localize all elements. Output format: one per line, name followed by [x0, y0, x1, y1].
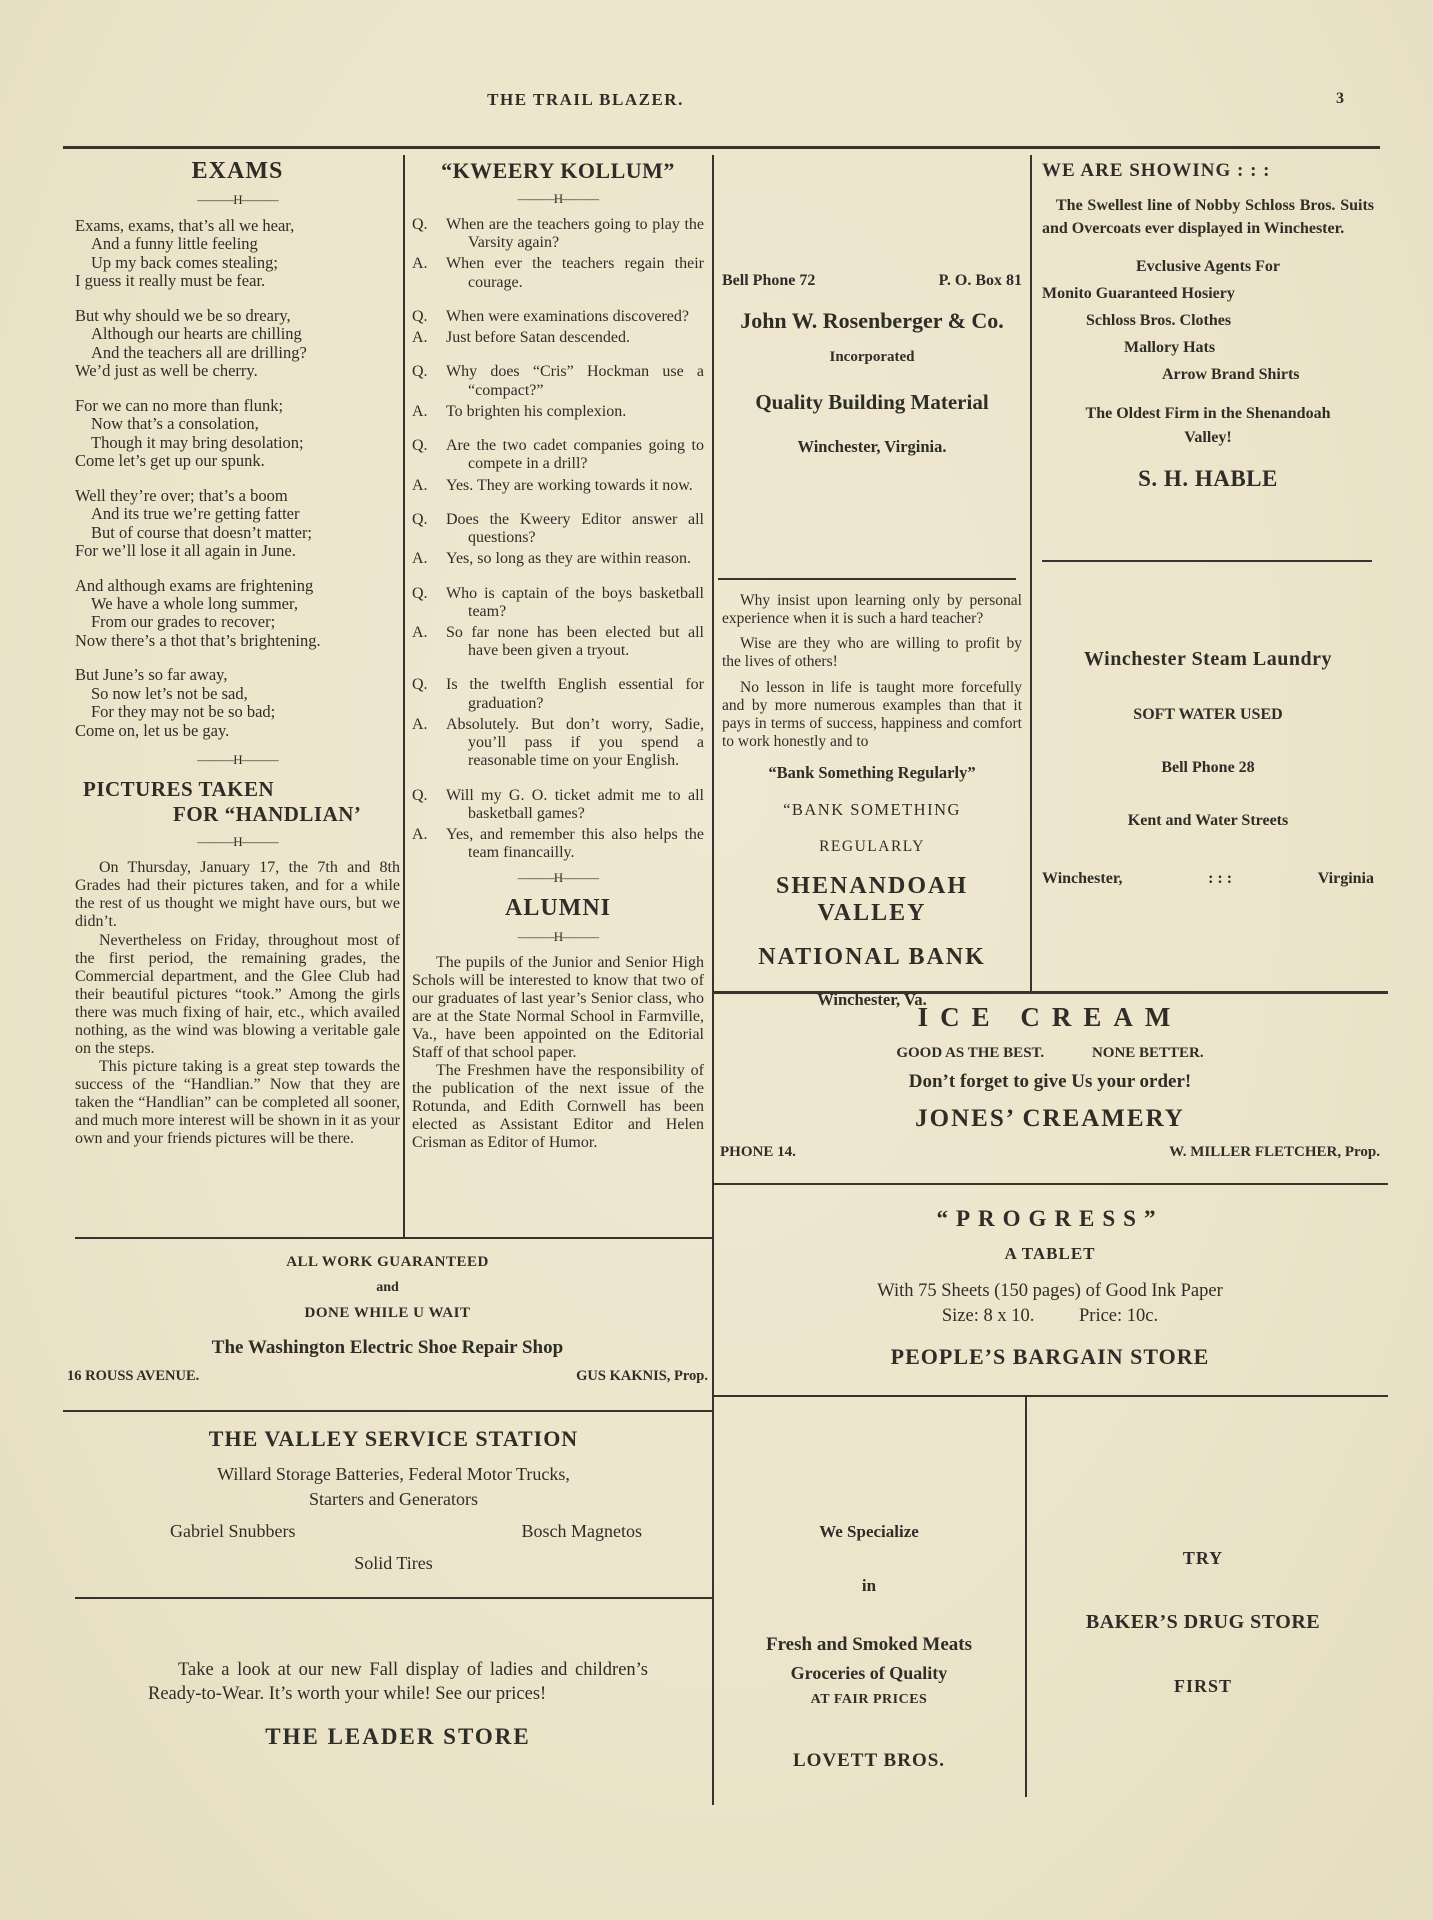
- laundry-name: Winchester Steam Laundry: [1084, 648, 1332, 670]
- qa-question: [412, 585, 704, 621]
- q-label: Q.: [412, 363, 428, 381]
- qa-question: [412, 437, 704, 473]
- q-label: Q.: [412, 307, 428, 325]
- q-label: Q.: [412, 786, 428, 804]
- poem-line: We have a whole long summer,: [91, 593, 298, 613]
- hable-heading: WE ARE SHOWING : : :: [1042, 160, 1271, 181]
- bank-name-line1: SHENANDOAH VALLEY: [775, 873, 969, 926]
- hable-item: Arrow Brand Shirts: [1162, 366, 1300, 384]
- laundry-colons: : : :: [1208, 870, 1233, 887]
- hable-ad: [1042, 160, 1374, 492]
- pictures-heading-line1: PICTURES TAKEN: [83, 777, 275, 802]
- lovett-line2: in: [861, 1576, 877, 1595]
- poem-line: And its true we’re getting fatter: [91, 504, 300, 524]
- exams-heading: EXAMS: [191, 158, 284, 184]
- laundry-line: Bell Phone 28: [1161, 759, 1255, 776]
- a-label: A.: [412, 623, 428, 641]
- pictures-heading-line2: FOR “HANDLIAN’: [173, 802, 362, 827]
- rosenberger-tagline: Quality Building Material: [755, 390, 989, 414]
- valley-left-item: Gabriel Snubbers: [170, 1521, 296, 1541]
- qa-text: Just before Satan descended.: [446, 329, 630, 347]
- qa-text: To brighten his complexion.: [446, 402, 627, 420]
- baker-first: FIRST: [1173, 1676, 1232, 1696]
- qa-question: [412, 787, 704, 823]
- poem-line: From our grades to recover;: [91, 612, 276, 632]
- qa-text: Absolutely. But don’t worry, Sadie, you’ll pass if you spend a reasonable time on your English.: [446, 715, 704, 770]
- article-paragraph: This picture taking is a great step towards the success of the “Handlian.” Now that they are taken the “Handlian” can be completed all sooner, and much more interest will be shown in it as your own and your friends pictures will be there.: [75, 1058, 400, 1148]
- qa-text: Yes, and remember this also helps the team financailly.: [446, 826, 704, 862]
- bank-name-line2: NATIONAL BANK: [758, 944, 986, 970]
- bank-top-rule: [718, 578, 1016, 580]
- exams-poem: [75, 217, 400, 740]
- page-title: THE TRAIL BLAZER.: [487, 90, 684, 109]
- a-label: A.: [412, 329, 428, 347]
- bank-slogan-caps2: REGULARLY: [819, 838, 925, 855]
- poem-line: Now there’s a thot that’s brightening.: [75, 630, 321, 650]
- icecream-order-line: Don’t forget to give Us your order!: [908, 1071, 1192, 1092]
- q-label: Q.: [412, 584, 428, 602]
- qa-answer: [412, 826, 704, 862]
- poem-line: And although exams are frightening: [75, 575, 314, 595]
- article-paragraph: The pupils of the Junior and Senior High Schols will be interested to know that two of our graduates of last year’s Senior class, who are at the State Normal School in Farmville, Va., have been appointed on the Editorial Staff of that school paper.: [412, 953, 704, 1061]
- bank-slogan: “Bank Something Regularly”: [768, 763, 976, 782]
- bank-paragraph: No lesson in life is taught more forcefully and by more numerous examples than that it pays in terms of success, happiness and comfort to work honestly and to: [722, 678, 1022, 750]
- poem-line: But of course that doesn’t matter;: [91, 522, 313, 542]
- poem-stanza: [75, 487, 400, 561]
- lovett-line5: AT FAIR PRICES: [810, 1692, 928, 1707]
- lovett-line4: Groceries of Quality: [790, 1663, 948, 1683]
- poem-stanza: [75, 307, 400, 381]
- article-paragraph: The Freshmen have the responsibility of the publication of the next issue of the Rotunda, and Edith Cornwell has been elected as Assistant Editor and Helen Crisman as Editor of Humor.: [412, 1062, 704, 1152]
- icecream-none: NONE BETTER.: [1091, 1045, 1204, 1061]
- valley-service-ad: [75, 1426, 712, 1574]
- column-rule-1: [403, 155, 405, 1237]
- progress-price: Price: 10c.: [1079, 1306, 1159, 1326]
- qa-answer: [412, 550, 704, 568]
- laundry-line: Kent and Water Streets: [1127, 812, 1289, 829]
- qa-text: Are the two cadet companies going to compete in a drill?: [446, 437, 704, 473]
- poem-line: Although our hearts are chilling: [91, 324, 302, 344]
- valley-center-item: Solid Tires: [354, 1553, 433, 1573]
- hable-agents-line: Evclusive Agents For: [1136, 258, 1280, 276]
- shoe-bottom-rule: [63, 1410, 712, 1412]
- rosenberger-city: Winchester, Virginia.: [797, 437, 947, 456]
- qa-text: Is the twelfth English essential for graduation?: [446, 676, 704, 712]
- progress-size: Size: 8 x 10.: [941, 1306, 1035, 1326]
- poem-line: Exams, exams, that’s all we hear,: [75, 216, 295, 235]
- valley-line1: Willard Storage Batteries, Federal Motor Trucks,: [217, 1464, 570, 1484]
- poem-line: Come let’s get up our spunk.: [75, 451, 265, 471]
- poem-stanza: [75, 577, 400, 651]
- qa-text: When are the teachers going to play the Varsity again?: [446, 216, 704, 252]
- hable-item: Monito Guaranteed Hosiery: [1042, 285, 1235, 303]
- page-number: 3: [1336, 90, 1344, 107]
- poem-line: For we can no more than flunk;: [75, 395, 284, 415]
- section-divider: ———H———: [517, 869, 599, 885]
- qa-answer: [412, 624, 704, 660]
- lovett-name: LOVETT BROS.: [792, 1750, 946, 1771]
- q-label: Q.: [412, 676, 428, 694]
- poem-line: Up my back comes stealing;: [91, 252, 278, 272]
- progress-ad: [714, 1206, 1386, 1370]
- qa-answer: [412, 255, 704, 291]
- poem-line: But June’s so far away,: [75, 665, 228, 685]
- leader-paragraph: Take a look at our new Fall display of ladies and children’s Ready-to-Wear. It’s worth your while! See our prices!: [148, 1660, 648, 1705]
- laundry-city-right: Virginia: [1317, 870, 1374, 887]
- laundry-line: SOFT WATER USED: [1133, 706, 1283, 723]
- bank-city: Winchester, Va.: [817, 990, 927, 1009]
- poem-line: And a funny little feeling: [91, 234, 258, 254]
- qa-answer: [412, 477, 704, 495]
- icecream-ad: [714, 1002, 1386, 1161]
- shoe-shop-name: The Washington Electric Shoe Repair Shop: [211, 1337, 564, 1358]
- column-rule-3: [1030, 155, 1032, 991]
- poem-line: Come on, let us be gay.: [75, 720, 230, 740]
- rosenberger-incorporated: Incorporated: [829, 349, 915, 365]
- valley-right-item: Bosch Magnetos: [521, 1521, 642, 1541]
- section-divider: ———H———: [197, 192, 278, 207]
- poem-line: And the teachers all are drilling?: [91, 342, 307, 362]
- poem-line: I guess it really must be fear.: [75, 271, 266, 291]
- qa-answer: [412, 716, 704, 771]
- qa-text: When were examinations discovered?: [446, 307, 690, 325]
- poem-line: Now that’s a consolation,: [91, 414, 259, 434]
- rosenberger-ad: [722, 272, 1022, 457]
- column-kweery: [412, 158, 704, 1152]
- leader-store-ad: [148, 1658, 648, 1750]
- qa-question: [412, 308, 704, 326]
- bank-paragraph: Why insist upon learning only by personal experience when it is such a hard teacher?: [722, 592, 1022, 628]
- rosenberger-pobox: P. O. Box 81: [938, 272, 1022, 289]
- shoe-and: and: [376, 1280, 399, 1295]
- icecream-good: GOOD AS THE BEST.: [896, 1045, 1045, 1061]
- hable-item: Mallory Hats: [1124, 339, 1216, 357]
- poem-stanza: [75, 217, 400, 291]
- qa-text: Does the Kweery Editor answer all questions?: [446, 510, 704, 547]
- poem-line: But why should we be so dreary,: [75, 305, 291, 325]
- kweery-heading: “KWEERY KOLLUM”: [441, 158, 675, 183]
- qa-text: Why does “Cris” Hockman use a “compact?”: [446, 363, 704, 399]
- poem-line: Though it may bring desolation;: [91, 432, 304, 452]
- rosenberger-phone: Bell Phone 72: [722, 272, 816, 289]
- q-label: Q.: [412, 510, 428, 528]
- a-label: A.: [412, 402, 428, 420]
- alumni-heading: ALUMNI: [505, 894, 611, 921]
- progress-line1: With 75 Sheets (150 pages) of Good Ink Paper: [877, 1281, 1223, 1301]
- q-label: Q.: [412, 437, 428, 455]
- poem-line: For we’ll lose it all again in June.: [75, 541, 296, 561]
- poem-stanza: [75, 397, 400, 471]
- qa-question: [412, 363, 704, 399]
- valley-line2: Starters and Generators: [309, 1489, 478, 1509]
- leader-name: THE LEADER STORE: [265, 1723, 531, 1749]
- qa-question: [412, 511, 704, 547]
- masthead-rule: [63, 146, 1380, 149]
- section-divider: ———H———: [517, 928, 599, 944]
- shoe-guarantee-line: ALL WORK GUARANTEED: [286, 1254, 489, 1270]
- progress-subtitle: A TABLET: [1004, 1244, 1096, 1263]
- progress-title: “PROGRESS”: [936, 1206, 1164, 1231]
- shoe-prop: GUS KAKNIS, Prop.: [576, 1368, 708, 1384]
- valley-name: THE VALLEY SERVICE STATION: [208, 1426, 579, 1451]
- column-exams: [75, 158, 400, 1149]
- hable-oldest-line1: The Oldest Firm in the Shenandoah: [1085, 405, 1331, 423]
- a-label: A.: [412, 255, 428, 273]
- hable-paragraph: The Swellest line of Nobby Schloss Bros. Suits and Overcoats ever displayed in Winchester.: [1042, 197, 1374, 238]
- progress-bottom-rule: [712, 1395, 1388, 1397]
- qa-question: [412, 676, 704, 712]
- section-divider: ———H———: [517, 191, 599, 206]
- hable-item: Schloss Bros. Clothes: [1086, 312, 1232, 330]
- qa-text: Will my G. O. ticket admit me to all basketball games?: [446, 786, 704, 822]
- qa-answer: [412, 403, 704, 421]
- shoe-wait-line: DONE WHILE U WAIT: [304, 1305, 471, 1321]
- valley-bottom-rule: [75, 1597, 712, 1599]
- icecream-bottom-rule: [712, 1183, 1388, 1185]
- icecream-title: ICE CREAM: [917, 1002, 1183, 1032]
- lovett-ad: [714, 1522, 1024, 1772]
- hable-bottom-rule: [1042, 560, 1372, 562]
- baker-name: BAKER’S DRUG STORE: [1085, 1611, 1321, 1633]
- bank-slogan-caps: “BANK SOMETHING: [783, 800, 961, 819]
- section-divider: ———H———: [197, 752, 278, 768]
- baker-ad: [1027, 1548, 1379, 1697]
- qa-text: So far none has been elected but all have been given a tryout.: [446, 623, 704, 660]
- icecream-prop: W. MILLER FLETCHER, Prop.: [1169, 1144, 1380, 1160]
- rosenberger-name: John W. Rosenberger & Co.: [740, 308, 1004, 333]
- hable-oldest-line2: Valley!: [1184, 429, 1232, 447]
- section-divider: ———H———: [197, 834, 278, 850]
- poem-line: Well they’re over; that’s a boom: [75, 485, 288, 505]
- poem-line: We’d just as well be cherry.: [75, 361, 258, 381]
- left-columns-bottom-rule: [75, 1237, 712, 1239]
- article-paragraph: Nevertheless on Friday, throughout most of the first period, the remaining grades, the Commercial department, and the Glee Club had their beautiful pictures “took.” Among the girls there was much fixing of hair, etc., which availed nothing, as the wind was blowing a veritable gale on the steps.: [75, 931, 400, 1058]
- icecream-phone: PHONE 14.: [720, 1144, 796, 1160]
- hable-name: S. H. HABLE: [1138, 466, 1278, 492]
- bank-paragraph: Wise are they who are willing to profit by the lives of others!: [722, 635, 1022, 671]
- q-label: Q.: [412, 216, 428, 233]
- qa-text: Who is captain of the boys basketball team?: [446, 584, 704, 620]
- laundry-city-left: Winchester,: [1042, 870, 1123, 887]
- a-label: A.: [412, 476, 428, 494]
- bank-ad: [722, 592, 1022, 1010]
- a-label: A.: [412, 550, 428, 568]
- icecream-name: JONES’ CREAMERY: [915, 1105, 1185, 1132]
- baker-try: TRY: [1182, 1548, 1224, 1568]
- progress-store: PEOPLE’S BARGAIN STORE: [890, 1344, 1210, 1369]
- article-paragraph: On Thursday, January 17, the 7th and 8th Grades had their pictures taken, and for a while the rest of us thought we might have ours, but we didn’t.: [75, 859, 400, 931]
- lovett-line3: Fresh and Smoked Meats: [765, 1634, 973, 1655]
- shoe-address: 16 ROUSS AVENUE.: [67, 1368, 200, 1384]
- qa-text: When ever the teachers regain their courage.: [446, 255, 704, 291]
- qa-answer: [412, 329, 704, 347]
- poem-stanza: [75, 666, 400, 740]
- laundry-ad: [1042, 648, 1374, 888]
- qa-text: Yes, so long as they are within reason.: [446, 550, 692, 568]
- poem-line: For they may not be so bad;: [91, 702, 276, 722]
- a-label: A.: [412, 715, 428, 733]
- shoe-repair-ad: [63, 1254, 712, 1385]
- a-label: A.: [412, 826, 428, 844]
- lovett-line1: We Specialize: [819, 1522, 919, 1541]
- qa-question: [412, 216, 704, 252]
- qa-text: Yes. They are working towards it now.: [446, 476, 693, 494]
- poem-line: So now let’s not be sad,: [91, 683, 248, 703]
